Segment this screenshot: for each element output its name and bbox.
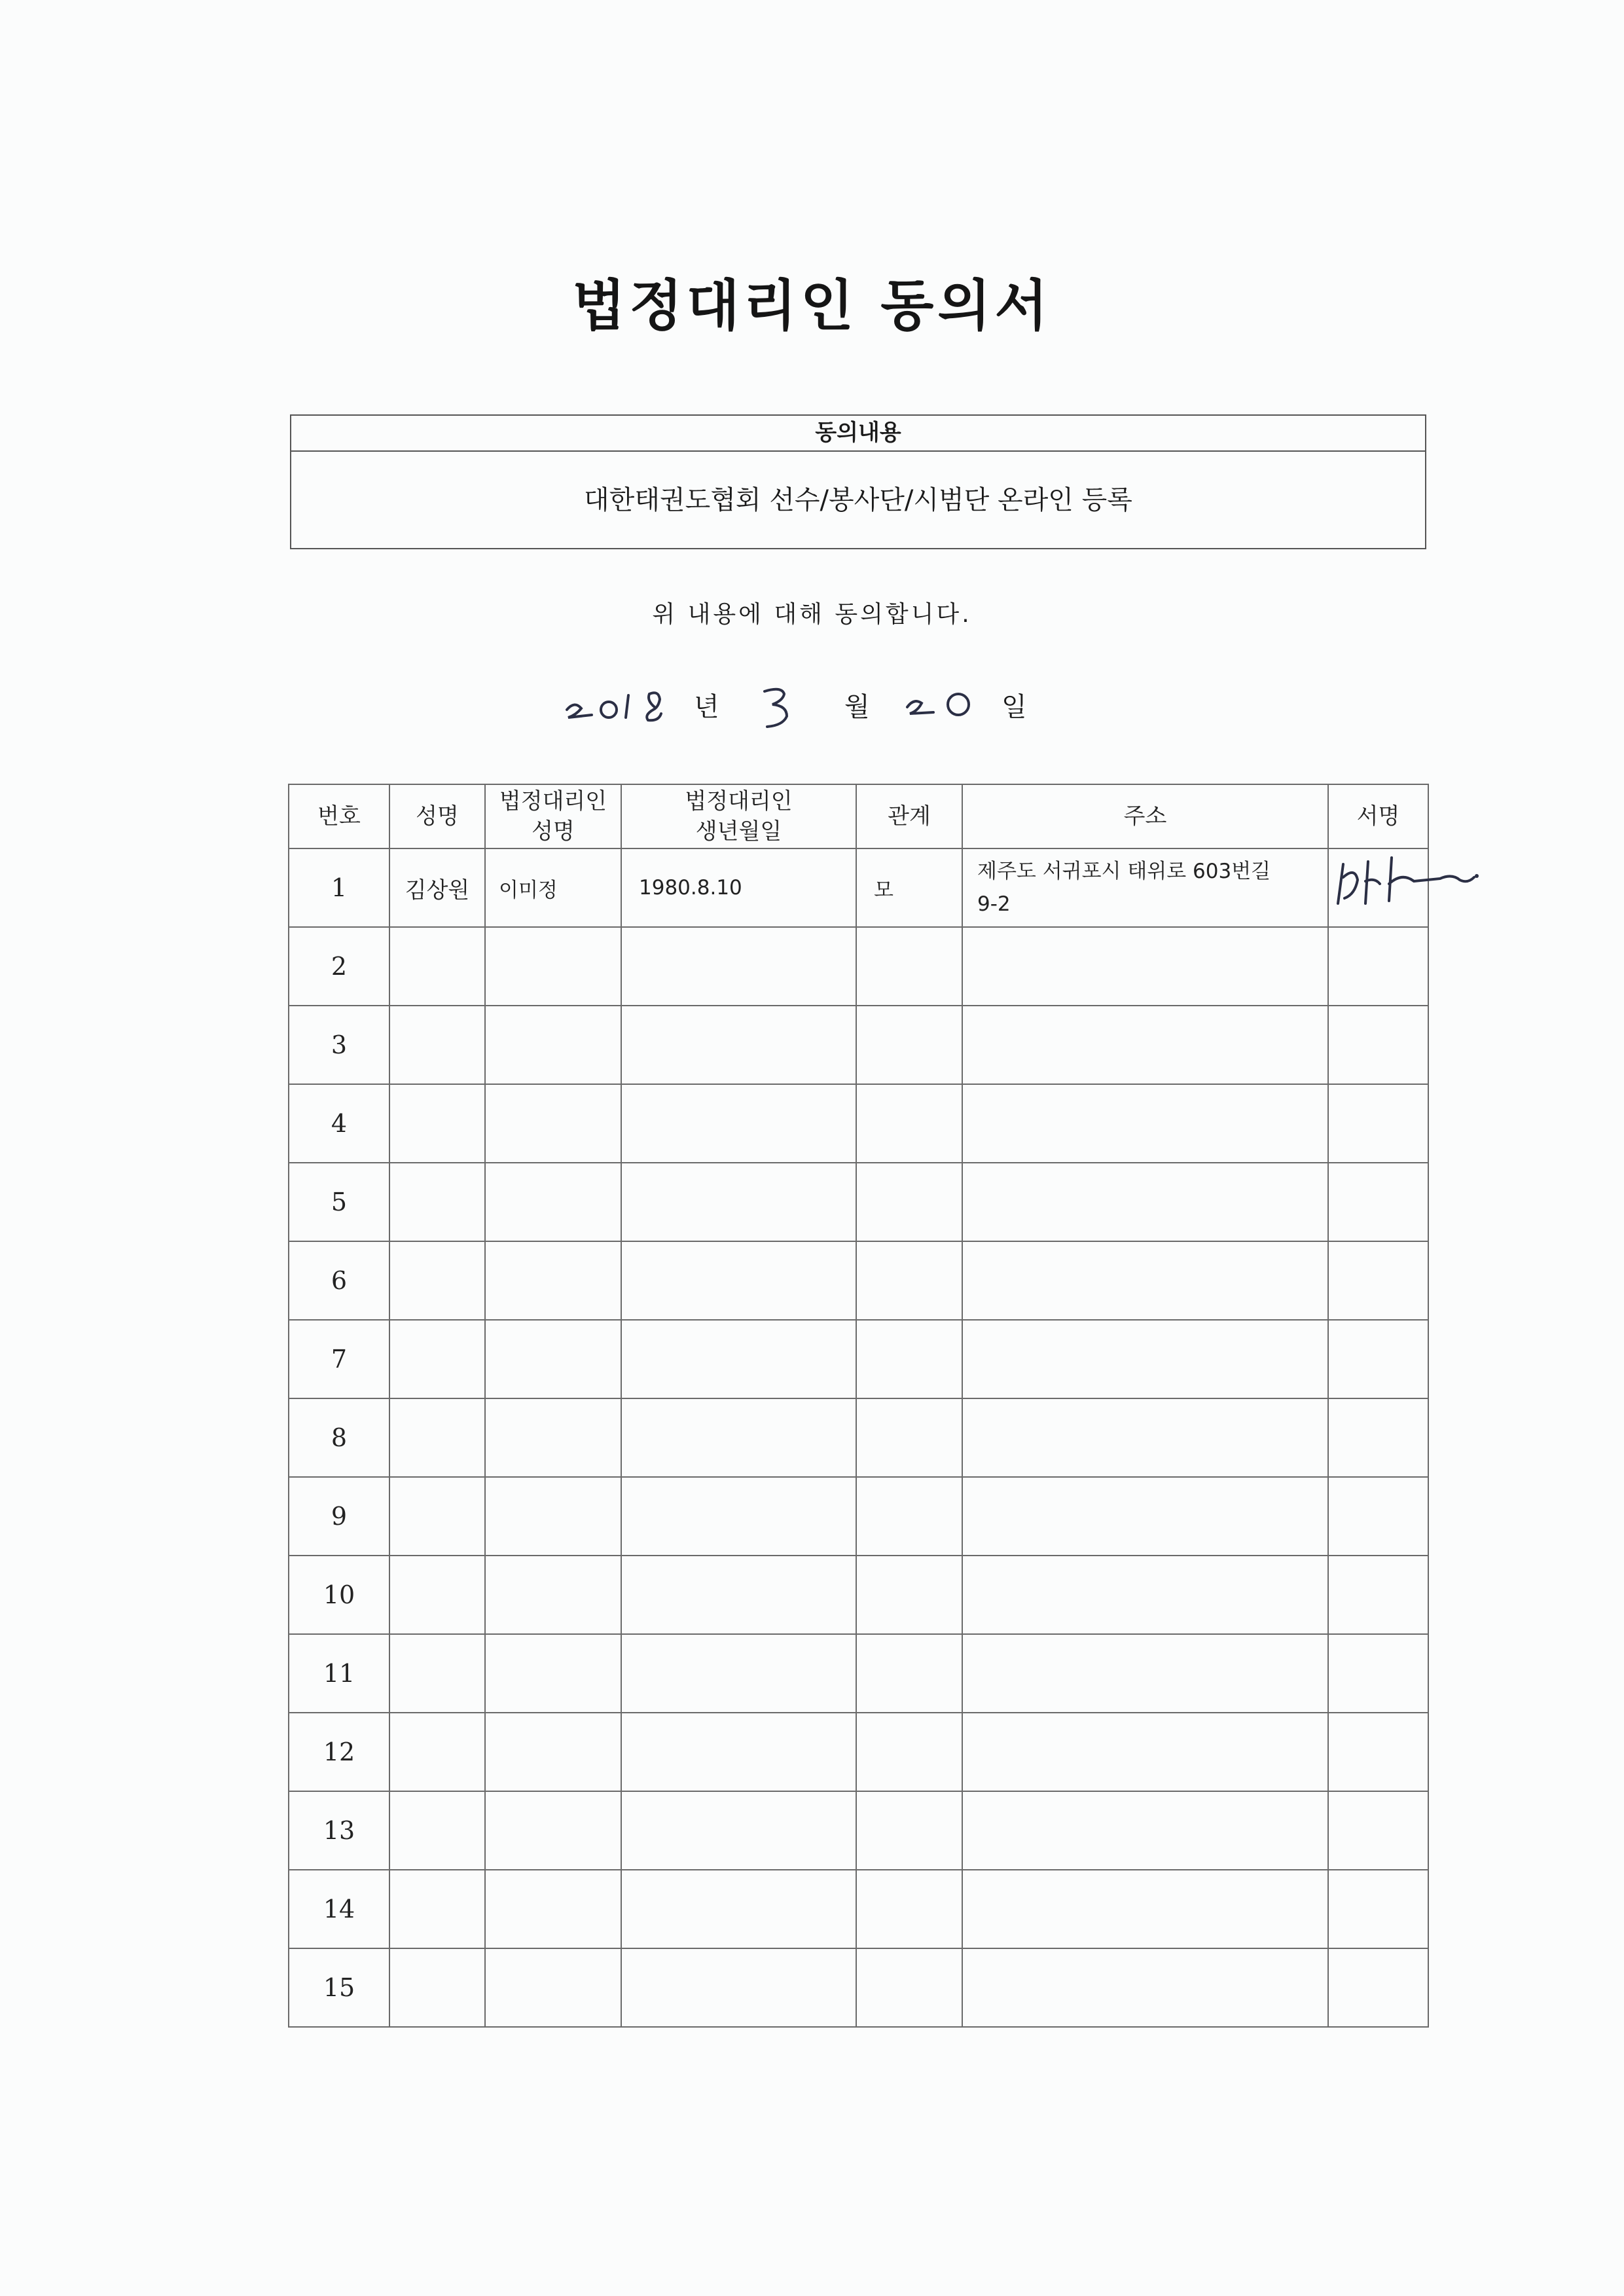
table-header-row [289, 784, 1428, 848]
row-guardian-birth [621, 1006, 856, 1084]
row-relation [856, 927, 962, 1006]
row-guardian-name [485, 1791, 621, 1870]
header-guardian-name-line2: 성명 [532, 818, 575, 845]
day-label: 일 [1001, 692, 1027, 722]
consent-body: 대한태권도협회 선수/봉사단/시범단 온라인 등록 [584, 485, 1132, 515]
consent-header: 동의내용 [291, 416, 1425, 452]
row-relation [856, 1241, 962, 1320]
row-relation [856, 1634, 962, 1713]
row-number: 10 [289, 1556, 389, 1634]
row-name [389, 1791, 485, 1870]
table-row [289, 1556, 1428, 1634]
row-number: 7 [289, 1320, 389, 1398]
table-row [289, 1634, 1428, 1713]
row-name [389, 1634, 485, 1713]
row-address [962, 1006, 1328, 1084]
row-guardian-birth [621, 1163, 856, 1241]
row-guardian-birth [621, 1870, 856, 1948]
row-address [962, 1163, 1328, 1241]
row-address [962, 1398, 1328, 1477]
row-number: 4 [289, 1084, 389, 1163]
row-relation [856, 1320, 962, 1398]
row-relation: 모 [856, 848, 962, 927]
row-address [962, 1556, 1328, 1634]
row-relation [856, 1556, 962, 1634]
row-address [962, 1948, 1328, 2027]
row-name [389, 1713, 485, 1791]
table-row [289, 848, 1428, 927]
row-guardian-birth [621, 1556, 856, 1634]
header-guardian-birth [621, 784, 856, 848]
row-address [962, 848, 1328, 927]
row-signature [1328, 1477, 1428, 1556]
header-address: 주소 [962, 784, 1328, 848]
header-guardian-birth-line1: 법정대리인 [685, 788, 793, 814]
row-guardian-birth [621, 1084, 856, 1163]
table-row [289, 1241, 1428, 1320]
row-signature [1328, 1241, 1428, 1320]
row-number: 15 [289, 1948, 389, 2027]
row-signature [1328, 1713, 1428, 1791]
row-address [962, 1084, 1328, 1163]
row-guardian-birth [621, 1398, 856, 1477]
row-name [389, 1398, 485, 1477]
row-name [389, 1241, 485, 1320]
row-signature [1328, 1870, 1428, 1948]
row-signature [1328, 1084, 1428, 1163]
row-guardian-name [485, 1006, 621, 1084]
handwritten-year-value: 2018 [563, 657, 630, 687]
row-signature [1328, 1634, 1428, 1713]
row-guardian-birth [621, 1241, 856, 1320]
row-address [962, 1634, 1328, 1713]
row-signature [1328, 1398, 1428, 1477]
handwritten-signature [1329, 838, 1506, 923]
table-row [289, 1477, 1428, 1556]
year-label: 년 [694, 692, 719, 722]
table-row [289, 1398, 1428, 1477]
row-relation [856, 1713, 962, 1791]
row-name [389, 1163, 485, 1241]
row-number: 9 [289, 1477, 389, 1556]
header-guardian-birth-line2: 생년월일 [695, 818, 782, 845]
header-name: 성명 [389, 784, 485, 848]
row-relation [856, 1163, 962, 1241]
row-signature [1328, 1556, 1428, 1634]
row-guardian-name [485, 1713, 621, 1791]
row-name [389, 1006, 485, 1084]
row-guardian-name [485, 1163, 621, 1241]
table-row [289, 1084, 1428, 1163]
row-guardian-name [485, 1556, 621, 1634]
row-address [962, 1320, 1328, 1398]
row-address [962, 1713, 1328, 1791]
row-guardian-birth [621, 1634, 856, 1713]
row-address-line2: 9-2 [977, 892, 1011, 916]
row-number: 2 [289, 927, 389, 1006]
row-signature [1328, 927, 1428, 1006]
row-relation [856, 1398, 962, 1477]
row-guardian-name [485, 1477, 621, 1556]
row-guardian-birth [621, 927, 856, 1006]
handwritten-year [563, 657, 681, 727]
header-guardian-name [485, 784, 621, 848]
row-signature [1328, 1791, 1428, 1870]
row-number: 1 [289, 848, 389, 927]
row-address [962, 927, 1328, 1006]
row-relation [856, 1948, 962, 2027]
table-row [289, 1870, 1428, 1948]
row-name [389, 927, 485, 1006]
row-name [389, 1084, 485, 1163]
row-name [389, 1948, 485, 2027]
row-guardian-birth [621, 1713, 856, 1791]
document-title: 법정대리인 동의서 [572, 274, 1052, 338]
row-signature [1328, 1948, 1428, 2027]
header-relation: 관계 [856, 784, 962, 848]
row-number: 8 [289, 1398, 389, 1477]
row-number: 12 [289, 1713, 389, 1791]
row-relation [856, 1791, 962, 1870]
row-number: 13 [289, 1791, 389, 1870]
row-number: 14 [289, 1870, 389, 1948]
row-guardian-birth [621, 1477, 856, 1556]
row-relation [856, 1870, 962, 1948]
agree-statement: 위 내용에 대해 동의합니다. [652, 601, 972, 628]
row-number: 6 [289, 1241, 389, 1320]
row-number: 3 [289, 1006, 389, 1084]
row-address-line1: 제주도 서귀포시 태위로 603번길 [977, 860, 1271, 883]
header-number: 번호 [289, 784, 389, 848]
table-row [289, 1320, 1428, 1398]
row-guardian-name [485, 1870, 621, 1948]
row-number: 5 [289, 1163, 389, 1241]
row-signature [1328, 1163, 1428, 1241]
row-name [389, 1870, 485, 1948]
row-guardian-birth [621, 1320, 856, 1398]
row-address [962, 1870, 1328, 1948]
row-guardian-name: 이미정 [485, 848, 621, 927]
consent-box [290, 414, 1426, 549]
handwritten-month [753, 657, 805, 733]
row-address [962, 1477, 1328, 1556]
table-row [289, 1006, 1428, 1084]
row-guardian-name [485, 1948, 621, 2027]
row-guardian-name [485, 1634, 621, 1713]
header-signature: 서명 [1328, 784, 1428, 848]
row-name [389, 1556, 485, 1634]
row-guardian-name [485, 1398, 621, 1477]
row-guardian-name [485, 1320, 621, 1398]
row-relation [856, 1084, 962, 1163]
row-address [962, 1241, 1328, 1320]
table-row [289, 1163, 1428, 1241]
row-address [962, 1791, 1328, 1870]
row-guardian-birth: 1980.8.10 [621, 848, 856, 927]
row-signature [1328, 1320, 1428, 1398]
table-row [289, 1948, 1428, 2027]
row-guardian-name [485, 927, 621, 1006]
row-guardian-name [485, 1241, 621, 1320]
guardian-table [288, 784, 1429, 2028]
row-guardian-birth [621, 1791, 856, 1870]
row-signature [1328, 1006, 1428, 1084]
row-number: 11 [289, 1634, 389, 1713]
row-relation [856, 1006, 962, 1084]
month-label: 월 [844, 692, 870, 722]
row-guardian-name [485, 1084, 621, 1163]
row-guardian-birth [621, 1948, 856, 2027]
row-name [389, 1320, 485, 1398]
table-row [289, 1713, 1428, 1791]
handwritten-day-value: 20 [903, 657, 937, 687]
header-guardian-name-line1: 법정대리인 [499, 788, 607, 814]
row-name: 김상원 [389, 848, 485, 927]
row-relation [856, 1477, 962, 1556]
handwritten-month-value: 3 [753, 657, 770, 687]
row-name [389, 1477, 485, 1556]
handwritten-day [903, 657, 988, 727]
table-row [289, 927, 1428, 1006]
table-row [289, 1791, 1428, 1870]
